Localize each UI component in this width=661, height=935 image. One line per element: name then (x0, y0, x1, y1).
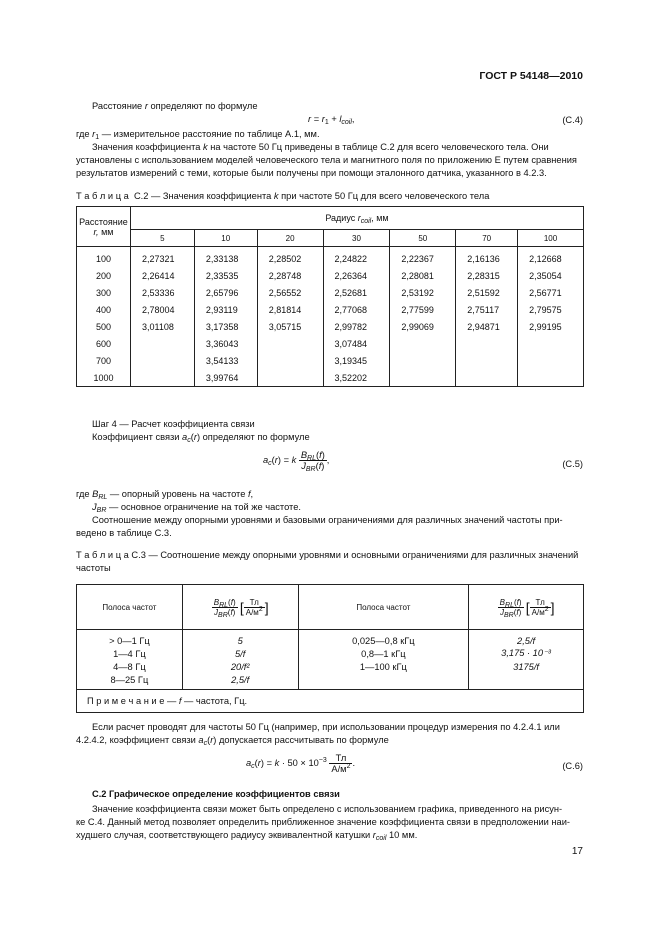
k-value-cell (130, 352, 194, 369)
distance-cell: 100 (77, 247, 131, 268)
k-value-cell: 2,16136 (456, 247, 518, 268)
document-header (479, 70, 583, 82)
k-value-cell: 2,78004 (130, 301, 194, 318)
formula-c5-fraction: $\frac{B_{RL}(f)}{J_{BR}(f)}$ (300, 450, 325, 473)
k-value-cell (130, 369, 194, 387)
k-value-cell: 2,65796 (194, 284, 257, 301)
ratio-cell-left: 20/f² (182, 660, 298, 673)
band-cell-left: 8—25 Гц (77, 673, 183, 690)
header-radius-value: 10 (194, 230, 257, 247)
section-c2-line-3: худшего случая, соответствующего радиусу эквивалентной катушки $r_{coil}$ 10 мм. (76, 830, 418, 842)
k-value-cell: 2,33138 (194, 247, 257, 268)
k-value-cell: 3,99764 (194, 369, 257, 387)
distance-cell: 200 (77, 267, 131, 284)
distance-cell: 500 (77, 318, 131, 335)
header-radius: Радиус $r_{coil}$, мм (130, 207, 583, 230)
k-value-cell (518, 335, 584, 352)
step4-text: Коэффициент связи $a_c(r)$ определяют по формуле (92, 432, 310, 444)
table-c3-note: П р и м е ч а н и е — f — частота, Гц. (77, 690, 584, 713)
k-value-cell: 3,17358 (194, 318, 257, 335)
k-value-cell: 2,52681 (323, 284, 390, 301)
table-row (77, 318, 584, 335)
k-value-cell (257, 352, 323, 369)
header-band-right: Полоса частот (298, 585, 469, 630)
table-row (77, 267, 584, 284)
formula-c4: $r = r_1 + l_{coil}$, (308, 114, 355, 126)
k-value-cell: 2,93119 (194, 301, 257, 318)
ratio-cell-left: 5/f (182, 647, 298, 660)
table-c3-caption-line-1: Т а б л и ц а С.3 — Соотношение между опорными уровнями и основными ограничениями для различных значений (76, 550, 579, 560)
table-c2-caption: Т а б л и ц а С.2 — Значения коэффициента k при частоте 50 Гц для всего человеческого тела (76, 191, 490, 201)
k-value-cell: 2,28502 (257, 247, 323, 268)
k-value-cell (456, 369, 518, 387)
section-c2-title: С.2 Графическое определение коэффициентов связи (92, 789, 340, 799)
header-ratio-left: $\frac{B_{RL}(f)}{J_{BR}(f)}$ [ $\frac{Тл}{А/м^2}$ ] (182, 585, 298, 630)
table-row (77, 335, 584, 352)
header-radius-value: 100 (518, 230, 584, 247)
k-value-cell: 3,07484 (323, 335, 390, 352)
k-value-cell: 2,94871 (456, 318, 518, 335)
section-c2-line-1: Значение коэффициента связи может быть определено с использованием графика, приведенного на рисун- (92, 804, 563, 814)
band-cell-right: 0,025—0,8 кГц (298, 630, 469, 648)
equation-number-c4: (С.4) (562, 115, 583, 125)
k-value-cell: 2,79575 (518, 301, 584, 318)
distance-cell: 400 (77, 301, 131, 318)
header-radius-value: 20 (257, 230, 323, 247)
k-value-cell: 3,05715 (257, 318, 323, 335)
header-distance: Расстояние r, мм (77, 207, 131, 247)
band-cell-right: 0,8—1 кГц (298, 647, 469, 660)
table-row (77, 352, 584, 369)
where-brl: где $B_{RL}$ — опорный уровень на частоте f, (76, 489, 254, 501)
table-row (77, 673, 584, 690)
table-row (77, 284, 584, 301)
k-value-cell: 2,75117 (456, 301, 518, 318)
k-value-cell: 2,35054 (518, 267, 584, 284)
table-row (77, 630, 584, 648)
k-value-cell: 2,56552 (257, 284, 323, 301)
k-value-cell: 2,81814 (257, 301, 323, 318)
k-value-cell: 2,26414 (130, 267, 194, 284)
k-value-cell (257, 335, 323, 352)
formula-c6-unit: $\frac{Тл}{А/м^2}$ (331, 753, 351, 774)
k-value-cell: 2,28748 (257, 267, 323, 284)
header-radii-row (77, 230, 584, 247)
equation-number-c5: (С.5) (562, 459, 583, 469)
ratio-cell-right: 3175/f (469, 660, 584, 673)
ratio-cell-right: 2,5/f (469, 630, 584, 648)
table-row (77, 301, 584, 318)
note-label: П р и м е ч а н и е (87, 696, 165, 706)
header-band-left: Полоса частот (77, 585, 183, 630)
k-value-cell: 2,51592 (456, 284, 518, 301)
k-value-cell: 2,12668 (518, 247, 584, 268)
header-radius-value: 70 (456, 230, 518, 247)
distance-cell: 600 (77, 335, 131, 352)
distance-text: Расстояние r определяют по формуле (92, 101, 258, 111)
equation-number-c6: (С.6) (562, 761, 583, 771)
k-value-cell: 3,54133 (194, 352, 257, 369)
header-ratio-right: $\frac{B_{RL}(f)}{J_{BR}(f)}$ [ $\frac{Тл}{А/м^2}$ ] (469, 585, 584, 630)
k-value-cell: 2,26364 (323, 267, 390, 284)
section-c2-line-2: ке С.4. Данный метод позволяет определить приближенное значение коэффициента связи в предположении наи- (76, 817, 571, 827)
header-radius-value: 50 (390, 230, 456, 247)
paragraph-1-line-3: результатов измерений с теми, которые были получены при помощи эталонного датчика, указанного в 4.2.3. (76, 168, 547, 178)
k-value-cell: 2,77599 (390, 301, 456, 318)
band-cell-left: > 0—1 Гц (77, 630, 183, 648)
calc50-line-2: 4.2.4.2, коэффициент связи $a_c(r)$ допускается рассчитывать по формуле (76, 735, 389, 747)
k-value-cell: 2,28315 (456, 267, 518, 284)
k-value-cell: 2,33535 (194, 267, 257, 284)
header-distance-unit: r, мм (93, 226, 114, 237)
k-value-cell: 2,99195 (518, 318, 584, 335)
k-value-cell: 2,22367 (390, 247, 456, 268)
k-value-cell (518, 369, 584, 387)
k-value-cell: 3,52202 (323, 369, 390, 387)
table-c3 (76, 584, 584, 713)
doc-id: ГОСТ Р 54148—2010 (479, 70, 583, 82)
formula-c6: $a_c(r) = k \cdot 50 \times 10^{-3}$ $\frac{Тл}{А/м^2}$ . (246, 753, 356, 774)
k-value-cell (257, 369, 323, 387)
step4-para-line-2: ведено в таблице С.3. (76, 528, 172, 538)
distance-cell: 300 (77, 284, 131, 301)
k-value-cell: 3,19345 (323, 352, 390, 369)
k-value-cell: 2,53192 (390, 284, 456, 301)
k-value-cell: 2,99069 (390, 318, 456, 335)
k-value-cell: 2,77068 (323, 301, 390, 318)
k-value-cell: 2,24822 (323, 247, 390, 268)
distance-cell: 700 (77, 352, 131, 369)
table-c3-header-row (77, 585, 584, 630)
ratio-cell-left: 2,5/f (182, 673, 298, 690)
where-jbr: $J_{BR}$ — основное ограничение на той же частоте. (92, 502, 301, 514)
k-value-cell: 2,28081 (390, 267, 456, 284)
table-row (77, 369, 584, 387)
step4-title: Шаг 4 — Расчет коэффициента связи (92, 419, 255, 429)
table-row (77, 660, 584, 673)
step4-para-line-1: Соотношение между опорными уровнями и базовыми ограничениями для различных значений частоты при- (92, 515, 563, 525)
table-c3-note-row (77, 690, 584, 713)
table-c2-caption-label: Т а б л и ц а (76, 191, 129, 201)
k-value-cell: 2,53336 (130, 284, 194, 301)
table-row (77, 247, 584, 268)
k-value-cell (456, 335, 518, 352)
page-number: 17 (571, 846, 583, 857)
k-value-cell (518, 352, 584, 369)
k-value-cell: 3,01108 (130, 318, 194, 335)
paragraph-1-line-2: установлены с использованием моделей человеческого тела и магнитного поля по приложению Е путем сравнения (76, 155, 577, 165)
k-value-cell (456, 352, 518, 369)
paragraph-1-line-1: Значения коэффициента k на частоте 50 Гц приведены в таблице С.2 для всего человеческого тела. Они (92, 142, 549, 152)
ratio-cell-right: 3,175 · 10⁻³ (469, 647, 584, 660)
k-value-cell (390, 369, 456, 387)
distance-cell: 1000 (77, 369, 131, 387)
k-value-cell: 3,36043 (194, 335, 257, 352)
k-value-cell (390, 352, 456, 369)
k-value-cell: 2,99782 (323, 318, 390, 335)
table-row (77, 647, 584, 660)
k-value-cell: 2,56771 (518, 284, 584, 301)
table-c3-caption-label: Т а б л и ц а (76, 550, 129, 560)
band-cell-left: 4—8 Гц (77, 660, 183, 673)
header-radius-value: 5 (130, 230, 194, 247)
header-radius-value: 30 (323, 230, 390, 247)
calc50-line-1: Если расчет проводят для частоты 50 Гц (например, при использовании процедур измерения по 4.2.4.1 или (92, 722, 560, 732)
k-value-cell (130, 335, 194, 352)
table-c2 (76, 206, 584, 387)
ratio-cell-right (469, 673, 584, 690)
ratio-cell-left: 5 (182, 630, 298, 648)
k-value-cell: 2,27321 (130, 247, 194, 268)
table-c3-caption-line-2: частоты (76, 563, 111, 573)
band-cell-right: 1—100 кГц (298, 660, 469, 673)
band-cell-right (298, 673, 469, 690)
k-value-cell (390, 335, 456, 352)
band-cell-left: 1—4 Гц (77, 647, 183, 660)
formula-c5: $a_c(r) = k$ $\frac{B_{RL}(f)}{J_{BR}(f)}$ , (263, 450, 330, 473)
where-r1: где $r_1$ — измерительное расстояние по таблице А.1, мм. (76, 129, 320, 141)
